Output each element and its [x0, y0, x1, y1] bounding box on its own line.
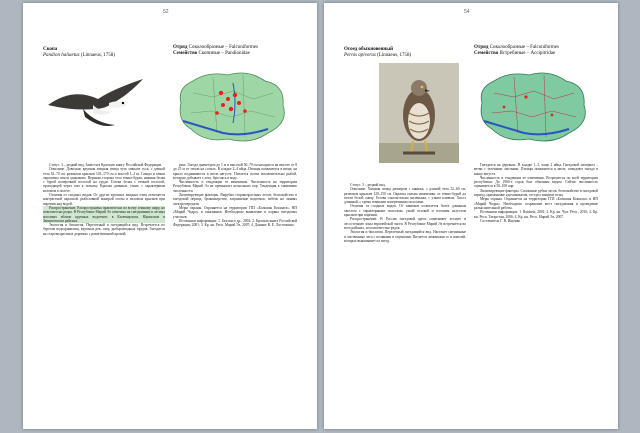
- species-heading: [344, 47, 464, 59]
- paragraph: Меры охраны. Охраняется на территории ГПЗ «Большая Кокшага» и НП «Марий Чодра». Необходимо сохранение мест гнездования и проведение разъяснительной работы.: [474, 197, 598, 210]
- text-column-1: [344, 183, 466, 408]
- paragraph: Гнездится на деревьях. В кладке 1–3, чаще 2 яйца. Гнездовой материал – ветви с зелеными листьями. Птенцы появляются в июле, покидают гнездо в конце августа.: [474, 163, 598, 176]
- family-label: Семейство: [173, 51, 198, 56]
- family-value: Скопиные – Pandionidae: [198, 51, 250, 56]
- right-page: [324, 3, 618, 429]
- species-latin-name: Pandion haliaetus: [43, 53, 80, 58]
- paragraph: Экология и биология. Перелетный гнездящийся вид. Населяет смешанные и лиственные леса с полянами и опушками. Питается личинками ос и шмелей, которых выкапывает из гнезд.: [344, 230, 466, 243]
- species-heading: [43, 47, 153, 59]
- taxonomy-block: [173, 45, 313, 57]
- species-common-name: Скопа: [43, 47, 58, 52]
- honey-buzzard-photo: [379, 63, 459, 163]
- species-common-name: Осоед обыкновенный: [344, 47, 394, 52]
- paragraph: Описание. Хищная птица размером с канюка, с длиной тела 52–60 см, размахом крыльев 120–150 см. Окраска сильно изменчива: от темно-бурой до почти белой снизу. Голова относительно маленькая, с узким клювом. Хвост длинный, с тремя темными поперечными полосами.: [344, 187, 466, 205]
- paragraph: Лимитирующие факторы. Вырубка старовозрастных лесов, беспокойство в гнездовой период, браконьерство, загрязнение водоемов, гибель на линиях электропередачи.: [173, 193, 297, 206]
- paragraph: Численность и тенденции ее изменения. Численность на территории Республики Марий Эл не превышает нескольких пар. Тенденция к снижению численности.: [173, 180, 297, 193]
- distribution-map: [173, 63, 293, 148]
- paragraph: Описание. Довольно крупная хищная птица чуть меньше гуся, с длиной тела 52–70 см, размахом крыльев 145–170 см и массой 1–2 кг. Самцы и самки окрашены почти одинаково. Верхняя сторона тела темно-бурая, нижняя белая с бурой поперечной полосой на груди. Голова белая с темной полосой, проходящей через глаз к затылку. Крылья длинные, узкие, с характерным изломом в полете.: [43, 167, 165, 193]
- paragraph: Отличия от сходных видов. От других крупных хищных птиц отличается контрастной окраской, рыболовной манерой охоты и изломом крыльев при парении над водой.: [43, 193, 165, 206]
- species-author: (Linnaeus, 1758): [377, 53, 412, 58]
- order-value: Соколообразные – Falconiformes: [489, 45, 559, 50]
- family-value: Ястребиные – Accipitridae: [499, 51, 556, 56]
- paragraph: Распространение. В России гнездовой ареал охватывает лесную и лесостепную зоны европейской части. В Республике Марий Эл встречается во всех районах, но повсеместно редок.: [344, 217, 466, 230]
- distribution-map: [474, 63, 594, 148]
- family-label: Семейство: [474, 51, 499, 56]
- paragraph: Лимитирующие факторы. Сплошные рубки лесов, беспокойство в гнездовой период, применение ядохимикатов, отстрел хищных птиц.: [474, 188, 598, 198]
- text-column-2: [474, 163, 598, 408]
- paragraph: Статус. 3 – редкий вид.: [350, 183, 386, 187]
- text-column-1: [43, 163, 165, 408]
- order-label: Отряд: [173, 45, 188, 50]
- paragraph: Источники информации: 1. Бахтин и др., 2002; 2. Красная книга Российской Федерации, 2001; 3. Кр. кн. Респ. Марий Эл, 2007; 4. Данные В. Е. Ласточкина.: [173, 218, 297, 228]
- text-column-2: [173, 163, 297, 408]
- osprey-photo: [43, 65, 153, 143]
- page-number: 52: [163, 9, 169, 15]
- species-latin-name: Pernis apivorus: [344, 53, 376, 58]
- compiler-credit: Составитель Г. В. Ищенко: [480, 218, 521, 223]
- paragraph: Численность и тенденции ее изменения. Встречается по всей территории республики. До 1960-х годов был обычным видом. Сейчас численность оценивается в 50–100 пар.: [474, 175, 598, 189]
- order-value: Соколообразные – Falconiformes: [188, 45, 258, 50]
- taxonomy-block: [474, 45, 614, 57]
- paragraph: Отличия от сходных видов. От канюков отличается более длинным хвостом с характерными полосами, узкой головой и плоским силуэтом крыльев при парении.: [344, 204, 466, 218]
- page-number: 54: [464, 9, 470, 15]
- left-page: [23, 3, 317, 429]
- paragraph: Статус. 3 – редкий вид. Занесен в Красную книгу Российской Федерации.: [49, 163, 163, 167]
- paragraph: Экология и биология. Перелетный и гнездящийся вид. Встречается по берегам водохранилищ, крупных рек, озер, рыборазводных прудов. Гнездится на старовозрастных деревьях с разветвленной кроной.: [43, 223, 165, 236]
- order-label: Отряд: [474, 45, 489, 50]
- paragraph: Меры охраны. Охраняется на территории ГПЗ «Большая Кокшага», НП «Марий Чодра» и заказников. Необходимо выявление и охрана гнездовых участков.: [173, 205, 297, 219]
- species-author: (Linnaeus, 1758): [80, 53, 115, 58]
- paragraph: Источники информации: 1. Ratsinsh, 2001; 2. Кр. кн. Чув. Респ., 2010; 3. Кр. кн. Респ. Татарстан, 2006; 4. Кр. кн. Респ. Марий Эл, 2007.: [474, 210, 598, 219]
- paragraph-highlighted: Распространение. Распространена практически по всему земному шару, но повсеместно редка. В Республике Марий Эл отмечена на гнездовании в лесных массивах вблизи крупных водоемов: в Килемарском, Юринском и Звениговском районах.: [43, 205, 165, 223]
- paragraph: реке. Гнезда диаметром до 1 м и высотой 50–70 см находятся на высоте от 8 до 25 м от земли на соснах. В кладке 2–4 яйца. Птенцы появляются в июне, на крыло поднимаются в июле–августе. Питается почти исключительно рыбой, которую добывает с лета, бросаясь в воду.: [173, 163, 297, 180]
